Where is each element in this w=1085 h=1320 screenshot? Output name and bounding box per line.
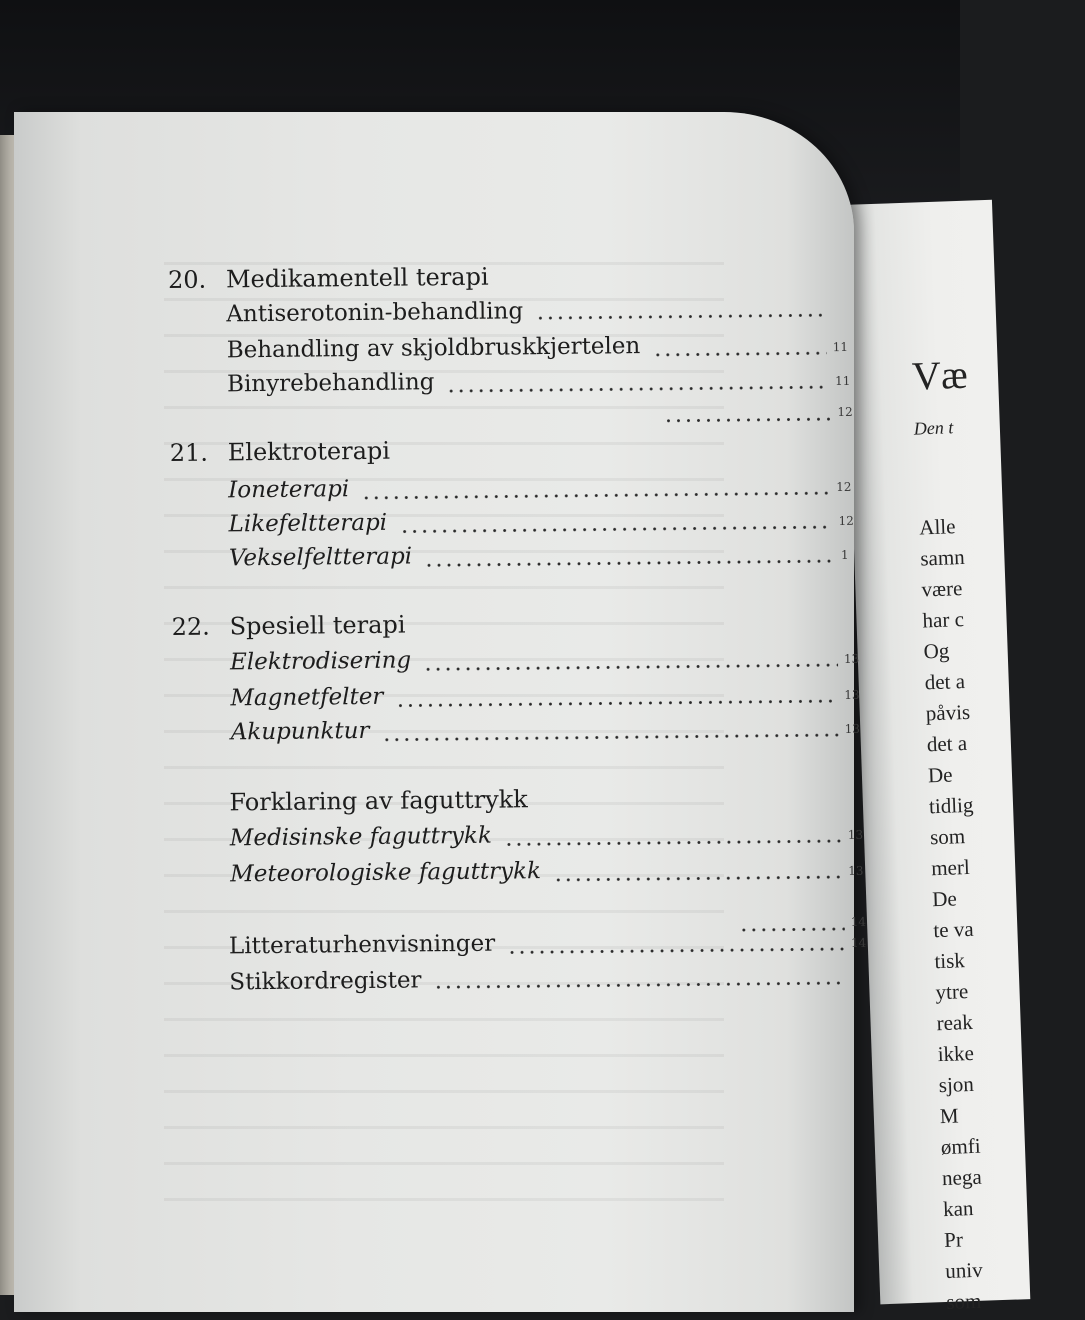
facing-page-line: ikke [937, 1038, 982, 1071]
dot-leader [361, 491, 830, 500]
dot-leader [507, 946, 845, 954]
dot-leader [395, 699, 838, 708]
section-number: 20. [168, 265, 206, 295]
facing-page-line: det a [926, 728, 971, 761]
facing-page-subtitle: Den t [913, 417, 953, 439]
facing-page-line: merl [931, 852, 976, 885]
facing-page-line: samn [920, 542, 965, 575]
facing-page-line: reak [936, 1007, 981, 1040]
entry-label: Binyrebehandling [227, 367, 435, 399]
facing-page-line: Pr [944, 1224, 989, 1257]
entry-label: Elektrodisering [230, 645, 411, 677]
facing-page-line: te va [933, 914, 978, 947]
facing-page-line: som [930, 821, 975, 854]
facing-page-line: Alle [919, 511, 964, 544]
entry-label: Stikkordregister [229, 965, 421, 997]
page-number: 12 [836, 472, 854, 502]
page-number: 12 [838, 506, 856, 536]
facing-page-line: nega [941, 1162, 986, 1195]
entry-label: Likefeltterapi [228, 508, 387, 540]
toc-entry [230, 817, 866, 857]
facing-page-line: univ [945, 1255, 990, 1288]
toc-entry [226, 293, 848, 330]
dot-leader [553, 874, 842, 881]
section-title: Medikamentell terapi [226, 263, 489, 294]
toc-entry [230, 853, 866, 893]
section-heading [229, 784, 528, 817]
page-number: 14 [851, 928, 869, 958]
page-number: 13 [845, 714, 863, 744]
dot-leader [652, 351, 827, 357]
facing-page-line: ytre [935, 976, 980, 1009]
toc-entry [651, 397, 855, 429]
entry-label: Medisinske faguttrykk [230, 821, 492, 854]
section-number: 22. [171, 612, 209, 642]
facing-page-line: har c [922, 604, 967, 637]
entry-label: Magnetfelter [230, 682, 383, 714]
page-number: 11 [835, 366, 853, 396]
page-number: 13 [844, 680, 862, 710]
facing-page-line: som [946, 1285, 991, 1318]
facing-page-line: De [927, 759, 972, 792]
toc-entry [228, 503, 856, 543]
dot-leader [446, 385, 829, 393]
entry-label: Akupunktur [231, 716, 370, 747]
entry-label: Litteraturhenvisninger [229, 929, 495, 962]
section-heading [228, 436, 390, 468]
toc-entry [228, 469, 854, 509]
page-number: 14 [851, 907, 869, 937]
page-number: 13 [848, 856, 866, 886]
toc-entry [229, 537, 859, 577]
dot-leader [424, 559, 835, 567]
toc-entry [230, 641, 862, 681]
facing-page-line: tidlig [929, 790, 974, 823]
facing-page-line: ømfi [940, 1131, 985, 1164]
facing-page-line: M [939, 1100, 984, 1133]
facing-page-line: være [921, 573, 966, 606]
facing-page-line: sjon [938, 1069, 983, 1102]
page-number: 1 [841, 540, 859, 570]
section-heading [229, 610, 405, 642]
page-number: 13 [844, 644, 862, 674]
facing-page-line: det a [924, 666, 969, 699]
page-number: 12 [837, 397, 855, 427]
dot-leader [423, 663, 838, 671]
toc-entry [230, 677, 862, 717]
page-number: 13 [848, 820, 866, 850]
dot-leader [382, 733, 839, 742]
section-title: Spesiell terapi [229, 611, 405, 641]
dot-leader [504, 838, 842, 846]
facing-page-line: tisk [934, 945, 979, 978]
dot-leader [535, 313, 824, 320]
dot-leader [663, 417, 831, 423]
toc-entry [227, 363, 853, 403]
toc-entry [229, 925, 869, 965]
facing-page-title: Væ [911, 351, 968, 400]
section-title: Elektroterapi [228, 437, 390, 467]
dot-leader [434, 981, 846, 989]
dot-leader [399, 525, 832, 534]
entry-label: Vekselfeltterapi [229, 541, 412, 573]
entry-label: Behandling av skjoldbruskkjertelen [227, 331, 641, 365]
entry-label: Ioneterapi [228, 474, 349, 505]
section-number: 21. [170, 438, 208, 468]
section-heading [226, 262, 489, 295]
toc-entry [227, 329, 851, 369]
toc-entry [231, 711, 863, 751]
section-title: Forklaring av faguttrykk [229, 785, 528, 816]
entry-label: Antiserotonin-behandling [226, 296, 523, 329]
entry-label: Meteorologiske faguttrykk [230, 856, 541, 889]
facing-page-line: De [932, 883, 977, 916]
facing-page-line: kan [943, 1193, 988, 1226]
page-number: 11 [833, 332, 851, 362]
facing-page-line: påvis [925, 697, 970, 730]
toc-entry [229, 961, 869, 998]
facing-page-line: Og [923, 635, 968, 668]
